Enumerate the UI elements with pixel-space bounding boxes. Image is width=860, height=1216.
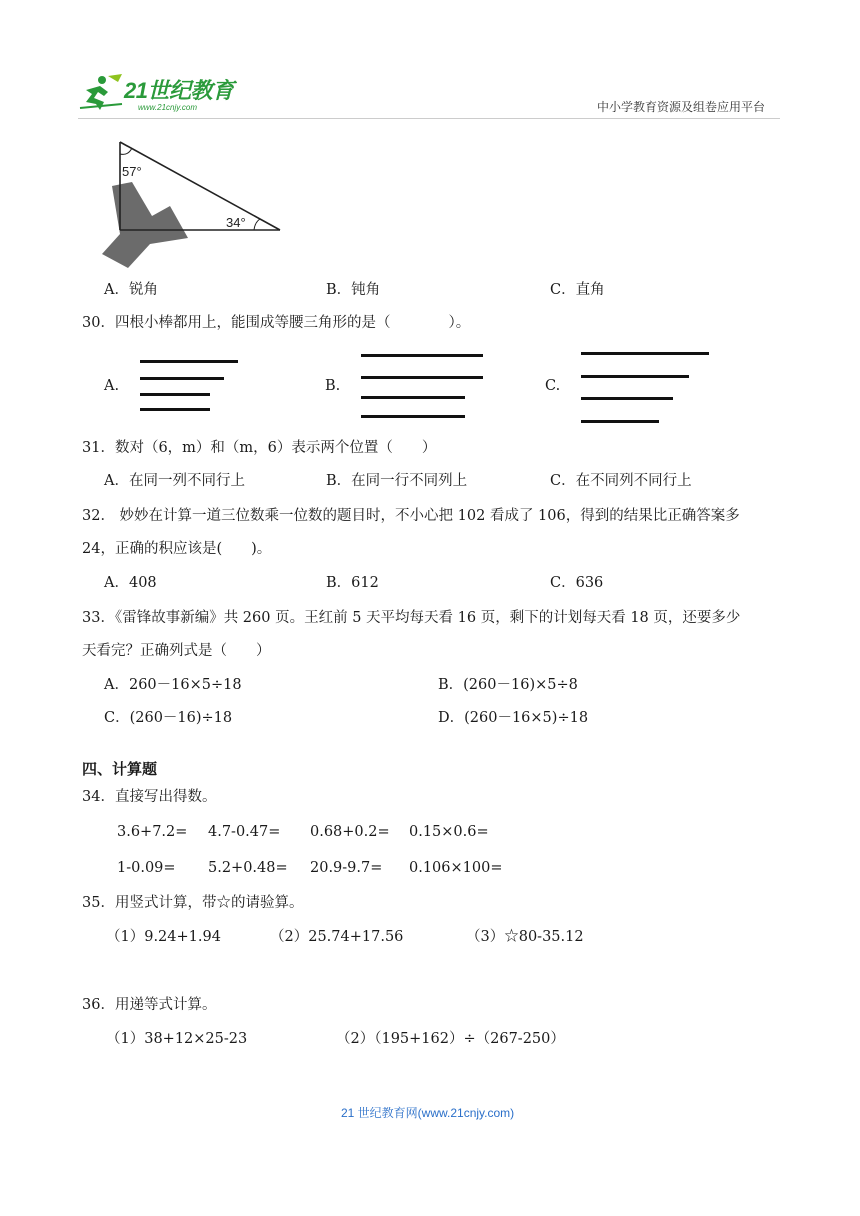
q32-stem-line2: 24，正确的积应该是( )。 — [82, 541, 272, 557]
angle-label-57: 57° — [122, 164, 142, 179]
q32-option-a: A．408 — [104, 575, 157, 591]
tear-blot — [102, 182, 188, 268]
q34-item: 5.2+0.48= — [208, 860, 288, 876]
q33-stem-line1: 33．《雷锋故事新编》共 260 页。王红前 5 天平均每天看 16 页，剩下的计划每天看 18 页，还要多少 — [82, 610, 741, 626]
q32-stem-line1: 32． 妙妙在计算一道三位数乘一位数的题目时，不小心把 102 看成了 106，得到的结果比正确答案多 — [82, 508, 740, 524]
q30-c-stick-1 — [581, 352, 709, 355]
footer-link[interactable]: 21 世纪教育网(www.21cnjy.com) — [341, 1106, 515, 1120]
q34-item: 4.7-0.47= — [208, 824, 281, 840]
q35-item: （1）9.24+1.94 — [106, 929, 221, 945]
q34-item: 0.106×100= — [409, 860, 503, 876]
q34-stem: 34．直接写出得数。 — [82, 789, 217, 805]
q30-a-stick-1 — [140, 360, 238, 363]
q34-item: 0.68+0.2= — [310, 824, 390, 840]
section-title: 四、计算题 — [82, 760, 158, 778]
q33-option-a: A．260－16×5÷18 — [104, 677, 242, 693]
q33-option-d: D．(260－16×5)÷18 — [438, 710, 589, 726]
logo — [78, 72, 248, 114]
q30-b-stick-3 — [361, 396, 465, 399]
q32-option-c: C．636 — [550, 575, 604, 591]
q34-item: 1-0.09= — [117, 860, 176, 876]
q30-c-stick-4 — [581, 420, 659, 423]
q30-c-stick-2 — [581, 375, 689, 378]
q29-option-b: B．钝角 — [326, 282, 381, 298]
logo-main: 21世纪教育 — [124, 78, 234, 103]
triangle-figure — [98, 134, 298, 274]
q31-stem: 31．数对（6，m）和（m，6）表示两个位置（ ） — [82, 440, 437, 456]
q33-option-b: B．(260－16)×5÷8 — [438, 677, 578, 693]
q31-option-c: C．在不同列不同行上 — [550, 473, 692, 489]
q36-item: （1）38+12×25-23 — [106, 1031, 248, 1047]
q29-option-a: A．锐角 — [104, 282, 158, 298]
platform-name: 中小学教育资源及组卷应用平台 — [597, 100, 766, 114]
q34-item: 3.6+7.2= — [117, 824, 188, 840]
q31-option-a: A．在同一列不同行上 — [104, 473, 245, 489]
q30-a-stick-2 — [140, 377, 224, 380]
q35-stem: 35．用竖式计算，带☆的请验算。 — [82, 895, 304, 911]
q30-a-stick-3 — [140, 393, 210, 396]
q30-option-b: B. — [325, 378, 341, 394]
logo-sub: www.21cnjy.com — [138, 103, 197, 112]
q30-b-stick-1 — [361, 354, 483, 357]
q29-option-c: C．直角 — [550, 282, 605, 298]
q36-stem: 36．用递等式计算。 — [82, 997, 217, 1013]
q34-item: 20.9-9.7= — [310, 860, 383, 876]
q30-a-stick-4 — [140, 408, 210, 411]
q30-option-a: A. — [104, 378, 120, 394]
q30-option-c: C. — [545, 378, 561, 394]
q35-item: （2）25.74+17.56 — [270, 929, 404, 945]
q32-option-b: B．612 — [326, 575, 379, 591]
q31-option-b: B．在同一行不同列上 — [326, 473, 468, 489]
q34-item: 0.15×0.6= — [409, 824, 489, 840]
q33-stem-line2: 天看完？正确列式是（ ） — [82, 643, 271, 659]
q33-option-c: C．(260－16)÷18 — [104, 710, 233, 726]
angle-label-34: 34° — [226, 215, 246, 230]
header-divider — [78, 118, 780, 119]
q36-item: （2）（195+162）÷（267-250） — [336, 1031, 565, 1047]
q30-c-stick-3 — [581, 397, 673, 400]
q30-stem: 30．四根小棒都用上，能围成等腰三角形的是（ ）。 — [82, 315, 471, 331]
q30-b-stick-4 — [361, 415, 465, 418]
q35-item: （3）☆80-35.12 — [466, 929, 584, 945]
runner-icon — [78, 72, 124, 112]
q30-b-stick-2 — [361, 376, 483, 379]
